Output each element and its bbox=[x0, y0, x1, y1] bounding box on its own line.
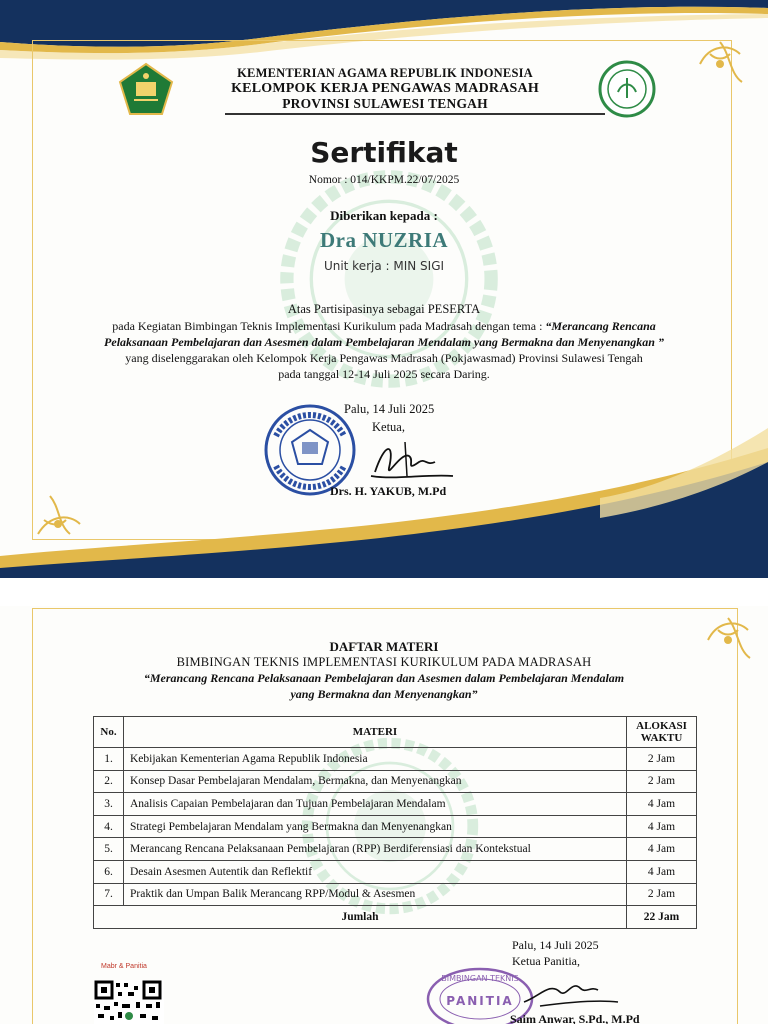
table-row bbox=[94, 883, 697, 906]
recipient-workplace: Unit kerja : MIN SIGI bbox=[323, 259, 445, 273]
qr-caption: Mabr & Panitia bbox=[101, 963, 147, 970]
row-waktu: 4 Jam bbox=[627, 860, 697, 883]
handwritten-signature bbox=[365, 432, 455, 484]
certificate-title: Sertifikat bbox=[310, 136, 458, 169]
committee-chair-name: Saim Anwar, S.Pd., M.Pd bbox=[510, 1012, 640, 1024]
stamp-text-top: BIMBINGAN TEKNIS bbox=[441, 974, 519, 983]
row-materi: Strategi Pembelajaran Mendalam yang Bermakna dan Menyenangkan bbox=[124, 815, 627, 838]
table-row bbox=[94, 793, 697, 816]
kemenag-logo-icon bbox=[118, 62, 174, 118]
row-materi: Merancang Rencana Pelaksanaan Pembelajaran (RPP) Berdiferensiasi dan Kontekstual bbox=[124, 838, 627, 861]
header-waktu-line-1: ALOKASI bbox=[636, 720, 687, 732]
header-waktu-line-2: WAKTU bbox=[640, 732, 683, 744]
row-number: 6. bbox=[94, 860, 124, 883]
table-total-row bbox=[94, 906, 697, 929]
row-materi: Desain Asesmen Autentik dan Reflektif bbox=[124, 860, 627, 883]
participation-statement: Atas Partisipasinya sebagai PESERTA bbox=[287, 302, 481, 316]
row-waktu: 2 Jam bbox=[627, 883, 697, 906]
table-row bbox=[94, 770, 697, 793]
theme-line-2: yang Bermakna dan Menyenangkan” bbox=[290, 687, 478, 701]
row-materi: Konsep Dasar Pembelajaran Mendalam, Bermakna, dan Menyenangkan bbox=[124, 770, 627, 793]
table-row bbox=[94, 748, 697, 771]
certificate-body bbox=[70, 318, 698, 382]
row-materi: Analisis Capaian Pembelajaran dan Tujuan Pembelajaran Mendalam bbox=[124, 793, 627, 816]
materials-theme bbox=[110, 670, 658, 702]
row-waktu: 4 Jam bbox=[627, 815, 697, 838]
given-to-label: Diberikan kepada : bbox=[330, 208, 438, 223]
body-line-4: pada tanggal 12-14 Juli 2025 secara Daring. bbox=[278, 367, 490, 381]
qr-code-icon bbox=[94, 980, 164, 1024]
body-theme-start: “Merancang Rencana bbox=[545, 319, 656, 333]
table-row bbox=[94, 815, 697, 838]
corner-ornament-icon bbox=[690, 34, 750, 94]
row-number: 1. bbox=[94, 748, 124, 771]
committee-role: Ketua Panitia, bbox=[512, 954, 580, 968]
header-no: No. bbox=[94, 717, 124, 748]
materials-subtitle: BIMBINGAN TEKNIS IMPLEMENTASI KURIKULUM PADA MADRASAH bbox=[176, 655, 592, 669]
header-materi: MATERI bbox=[124, 717, 627, 748]
row-number: 2. bbox=[94, 770, 124, 793]
header-divider bbox=[225, 113, 605, 115]
body-theme-cont: Pelaksanaan Pembelajaran dan Asesmen dalam Pembelajaran Mendalam yang Bermakna dan Menyenangkan ” bbox=[104, 335, 664, 349]
handwritten-signature bbox=[520, 972, 620, 1012]
committee-place-date: Palu, 14 Juli 2025 bbox=[512, 938, 599, 952]
materials-table bbox=[93, 716, 697, 929]
signature-role: Ketua, bbox=[372, 420, 405, 434]
total-label: Jumlah bbox=[94, 906, 627, 929]
page-separator bbox=[0, 578, 768, 606]
row-number: 5. bbox=[94, 838, 124, 861]
header-line-3: PROVINSI SULAWESI TENGAH bbox=[282, 96, 488, 111]
signature-place-date: Palu, 14 Juli 2025 bbox=[344, 402, 435, 416]
stamp-text-center: PANITIA bbox=[446, 994, 514, 1008]
theme-line-1: “Merancang Rencana Pelaksanaan Pembelajaran dan Asesmen dalam Pembelajaran Mendalam bbox=[143, 671, 625, 685]
total-value: 22 Jam bbox=[627, 906, 697, 929]
row-waktu: 2 Jam bbox=[627, 748, 697, 771]
row-waktu: 2 Jam bbox=[627, 770, 697, 793]
table-row bbox=[94, 860, 697, 883]
signatory-name: Drs. H. YAKUB, M.Pd bbox=[330, 484, 447, 498]
certificate-number: Nomor : 014/KKPM.22/07/2025 bbox=[308, 174, 460, 186]
table-header-row bbox=[94, 717, 697, 748]
materials-title: DAFTAR MATERI bbox=[329, 639, 439, 654]
row-waktu: 4 Jam bbox=[627, 793, 697, 816]
pokjawasmad-logo-icon bbox=[598, 60, 656, 118]
institution-header bbox=[200, 66, 570, 111]
recipient-name: Dra NUZRIA bbox=[319, 228, 449, 252]
body-line-3: yang diselenggarakan oleh Kelompok Kerja Pengawas Madrasah (Pokjawasmad) Provinsi Sulawesi Tengah bbox=[125, 351, 643, 365]
header-waktu bbox=[627, 717, 697, 748]
row-number: 4. bbox=[94, 815, 124, 838]
table-row bbox=[94, 838, 697, 861]
row-number: 3. bbox=[94, 793, 124, 816]
materials-page bbox=[0, 606, 768, 1024]
row-materi: Kebijakan Kementerian Agama Republik Indonesia bbox=[124, 748, 627, 771]
header-line-2: KELOMPOK KERJA PENGAWAS MADRASAH bbox=[231, 81, 539, 96]
header-line-1: KEMENTERIAN AGAMA REPUBLIK INDONESIA bbox=[237, 66, 533, 80]
row-waktu: 4 Jam bbox=[627, 838, 697, 861]
body-line-1-pre: pada Kegiatan Bimbingan Teknis Implementasi Kurikulum pada Madrasah dengan tema : bbox=[112, 319, 546, 333]
row-number: 7. bbox=[94, 883, 124, 906]
row-materi: Praktik dan Umpan Balik Merancang RPP/Modul & Asesmen bbox=[124, 883, 627, 906]
